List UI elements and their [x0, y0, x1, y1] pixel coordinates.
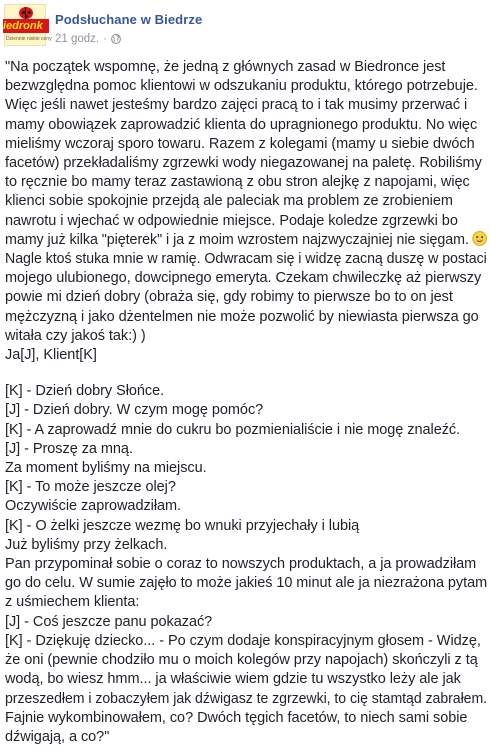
text-line: mieliśmy wczoraj sporo towaru. Razem z kolegami (mamy u siebie dwóch [5, 135, 475, 152]
avatar-logo-tagline: Dziennie niskie ceny [6, 36, 52, 42]
text-line: Pan przypominał sobie o coraz to nowszych produktach, a ja prowadziłam [5, 556, 477, 573]
text-line: go do celu. W sumie zajęło to może jakieś 10 minut ale ja niezrażona pytam [5, 575, 488, 592]
text-line: bezwzględna pomoc klientowi w odszukaniu produktu, którego potrzebuje. [5, 78, 478, 95]
meta-separator: · [103, 33, 107, 45]
text-line: [K] - To może jeszcze olej? [5, 479, 176, 496]
text-line: [J] - Coś jeszcze panu pokazać? [5, 613, 213, 630]
text-line: Za moment byliśmy na miejscu. [5, 460, 207, 477]
text-line: Więc jeśli nawet jesteśmy bardzo zajęci pracą to i tak musimy przerwać i [5, 97, 468, 114]
page-name-link[interactable]: Podsłuchane w Biedrze [55, 12, 203, 27]
post-header [4, 4, 484, 48]
text-line: Ja[J], Klient[K] [5, 347, 97, 364]
text-line: [J] - Dzień dobry. W czym mogę pomóc? [5, 402, 264, 419]
text-line: Już byliśmy przy żelkach. [5, 536, 168, 553]
avatar-logo-text: iedronk [3, 19, 49, 33]
text-line: to ręcznie bo mamy teraz zastawioną z obu stron alejkę z napojami, więc [5, 174, 470, 191]
text-line: przeszedłem i zobaczyłem jak dźwigasz te zgrzewki, to cię stamtąd zabrałem. [5, 690, 488, 707]
globe-icon[interactable] [111, 34, 121, 44]
paragraph-gap [5, 365, 487, 382]
text-line: mojego ulubionego, dowcipnego emeryta. Czekam chwileczkę aż pierwszy [5, 270, 482, 287]
text-line: Nagle ktoś stuka mnie w ramię. Odwracam się i widzę zacną duszę w postaci [5, 251, 487, 268]
text-line: nawrotu i wjechać w odpowiednie miejsce. Podaje koledze zgrzewki bo [5, 212, 458, 229]
text-line: [J] - Proszę za mną. [5, 440, 133, 457]
text-line: mężczyzną i jako dżentelmen nie może pozwolić by niewiasta pierwsza go [5, 308, 479, 325]
text-line: [K] - A zaprowadź mnie do cukru bo pozmienialiście i nie mogę znaleźć. [5, 421, 461, 438]
post-meta [55, 33, 121, 45]
text-line: witała czy jakoś tak:) ) [5, 327, 146, 344]
text-line: facetów) przekładaliśmy zgrzewki wody niegazowanej na paletę. Robiliśmy [5, 155, 482, 172]
page-avatar[interactable] [3, 4, 52, 46]
slightly-smiling-face-icon [472, 231, 487, 246]
text-line: wodą, bo wiesz hmm... ja właściwie wiem gdzie tu wszystko leży ale jak [5, 671, 461, 688]
text-line-with-emoji [5, 231, 479, 250]
text-line: Fajnie wykombinowałem, co? Dwóch tęgich facetów, to niech sami sobie [5, 709, 468, 726]
text-line: z uśmiechem klienta: [5, 594, 140, 611]
post-text [5, 58, 487, 747]
text-line: [K] - Dzień dobry Słońce. [5, 383, 165, 400]
text-line: klienci sobie spokojnie przejdą ale paleciak ma problem ze zrobieniem [5, 193, 453, 210]
text-line: mamy już kilka "pięterek" i ja z moim wzrostem najzwyczajniej nie sięgam. [5, 231, 469, 248]
text-line: powie mi dzień dobry (obraża się, gdy robimy to pierwsze bo to on jest [5, 289, 453, 306]
ladybug-icon [19, 7, 33, 19]
post-paragraph-2 [5, 382, 487, 747]
text-line: [K] - O żelki jeszcze wezmę bo wnuki przyjechały i lubią [5, 517, 360, 534]
text-line: [K] - Dziękuję dziecko... - Po czym dodaje konspiracyjnym głosem - Widzę, [5, 632, 481, 649]
text-line: dźwigają, a co?" [5, 728, 110, 745]
post-paragraph-1 [5, 58, 487, 365]
text-line: że oni (pewnie chodziło mu o moich kolegów przy napojach) skończyli z tą [5, 652, 478, 669]
text-line: "Na początek wspomnę, że jedną z głównych zasad w Biedronce jest [5, 59, 446, 75]
post-timestamp[interactable]: 21 godz. [55, 33, 100, 45]
text-line: Oczywiście zaprowadziłam. [5, 498, 182, 515]
text-line: mamy obowiązek zaprowadzić klienta do upragnionego produktu. No więc [5, 116, 478, 133]
